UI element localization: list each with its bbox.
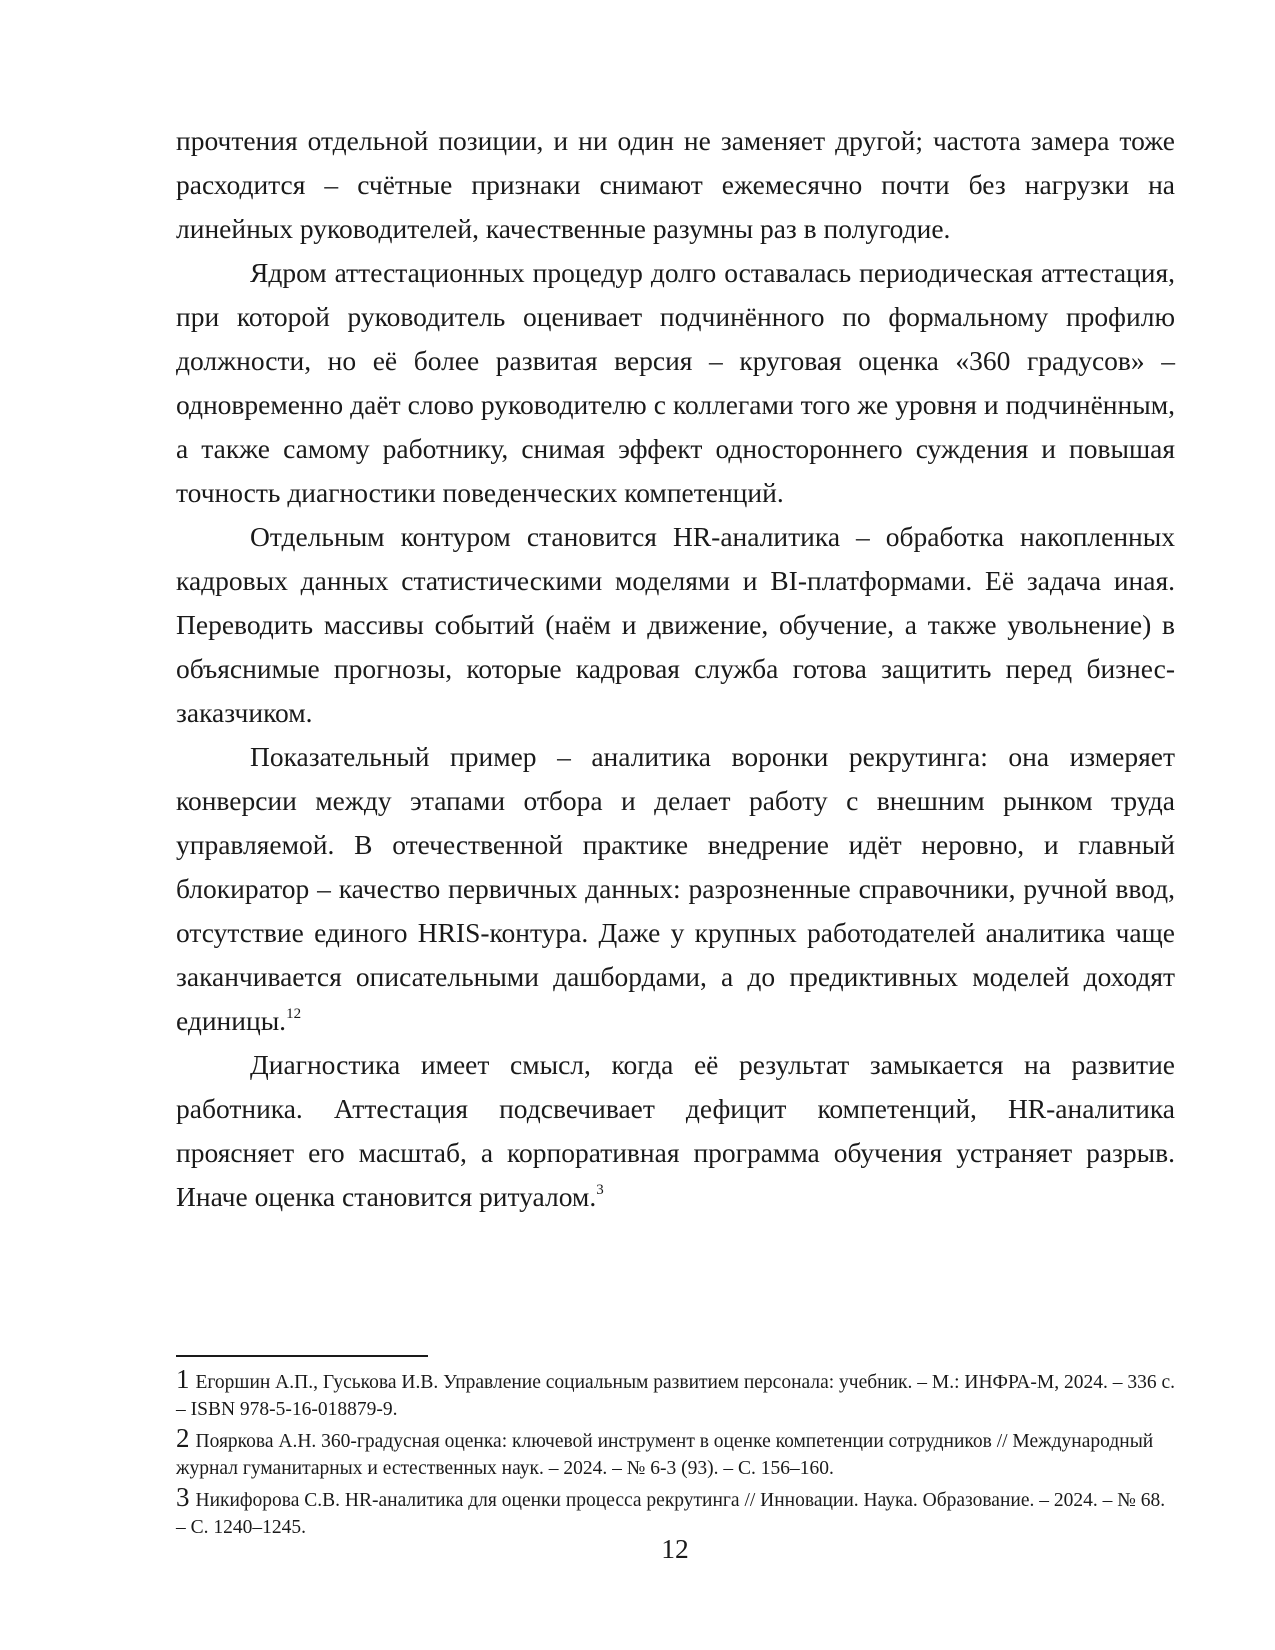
body-text bbox=[176, 119, 1175, 1219]
paragraph-4 bbox=[176, 735, 1175, 1043]
footnotes bbox=[176, 1366, 1175, 1543]
footnote-text: Пояркова А.Н. 360-градусная оценка: ключевой инструмент в оценке компетенции сотрудников // Международный журнал гуманитарных и естественных наук. – 2024. – № 6-3 (93). – С. 156–160. bbox=[176, 1431, 1154, 1479]
footnote-number: 2 bbox=[176, 1423, 190, 1453]
paragraph-1 bbox=[176, 119, 1175, 251]
footnote-text: Никифорова С.В. HR-аналитика для оценки процесса рекрутинга // Инновации. Наука. Образование. – 2024. – № 68. – С. 1240–1245. bbox=[176, 1490, 1166, 1538]
footnote-reference[interactable]: 3 bbox=[596, 1181, 604, 1198]
footnote-number: 3 bbox=[176, 1482, 190, 1512]
footnote-reference[interactable]: 12 bbox=[286, 1005, 302, 1022]
footnote-number: 1 bbox=[176, 1364, 190, 1394]
paragraph-text: Ядром аттестационных процедур долго оставалась периодическая аттестация, при которой руководитель оценивает подчинённого по формальному профилю должности, но её более развитая версия – круговая оценка «360 градусов» – одновременно даёт слово руководителю с коллегами того же уровня и подчинённым, а также самому работнику, снимая эффект одностороннего суждения и повышая точность диагностики поведенческих компетенций. bbox=[176, 257, 1175, 508]
paragraph-3 bbox=[176, 515, 1175, 735]
paragraph-2 bbox=[176, 251, 1175, 515]
paragraph-text: Показательный пример – аналитика воронки рекрутинга: она измеряет конверсии между этапами отбора и делает работу с внешним рынком труда управляемой. В отечественной практике внедрение идёт неровно, и главный блокиратор – качество первичных данных: разрозненные справочники, ручной ввод, отсутствие единого HRIS-контура. Даже у крупных работодателей аналитика чаще заканчивается описательными дашбордами, а до предиктивных моделей доходят единицы. bbox=[176, 741, 1175, 1036]
footnote-2 bbox=[176, 1425, 1175, 1482]
page-number: 12 bbox=[661, 1533, 689, 1564]
paragraph-5 bbox=[176, 1043, 1175, 1219]
paragraph-text: прочтения отдельной позиции, и ни один не заменяет другой; частота замера тоже расходится – счётные признаки снимают ежемесячно почти без нагрузки на линейных руководителей, качественные разумны раз в полугодие. bbox=[176, 125, 1175, 244]
footnote-separator bbox=[176, 1355, 428, 1357]
footnote-text: Егоршин А.П., Гуськова И.В. Управление социальным развитием персонала: учебник. – М.: ИНФРА-М, 2024. – 336 с. – ISBN 978-5-16-018879-9. bbox=[176, 1372, 1175, 1420]
paragraph-text: Диагностика имеет смысл, когда её результат замыкается на развитие работника. Аттестация подсвечивает дефицит компетенций, HR-аналитика проясняет его масштаб, а корпоративная программа обучения устраняет разрыв. Иначе оценка становится ритуалом. bbox=[176, 1049, 1175, 1212]
paragraph-text: Отдельным контуром становится HR-аналитика – обработка накопленных кадровых данных статистическими моделями и BI-платформами. Её задача иная. Переводить массивы событий (наём и движение, обучение, а также увольнение) в объяснимые прогнозы, которые кадровая служба готова защитить перед бизнес-заказчиком. bbox=[176, 521, 1175, 728]
footnote-1 bbox=[176, 1366, 1175, 1423]
